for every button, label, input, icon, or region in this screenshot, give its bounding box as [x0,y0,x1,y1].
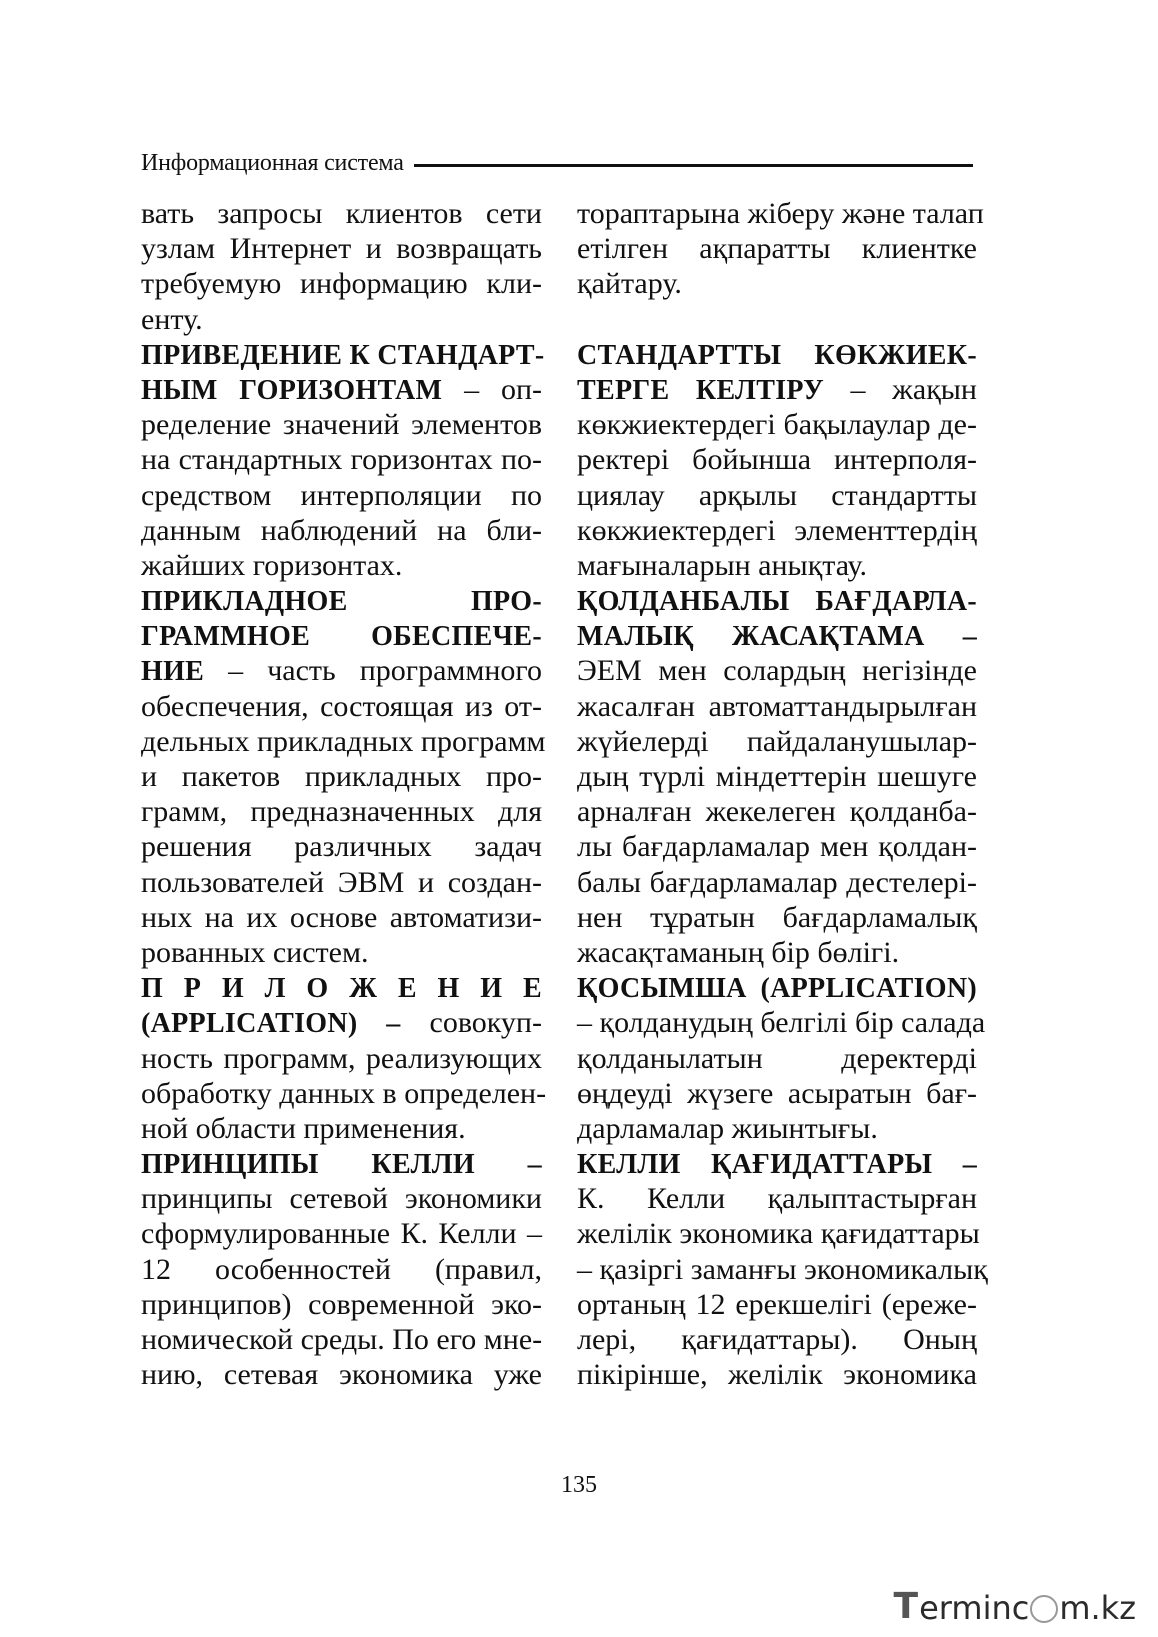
entry-definition: мағыналарын анықтау. [577,548,868,582]
entry-definition: жасалған автоматтандырылған [577,689,977,723]
entry-definition: балы бағдарламалар дестелері- [577,865,977,899]
entry-definition: нию, сетевая экономика уже [141,1358,542,1392]
entry-definition: средством интерполяции по [141,478,542,512]
entry-definition: и пакетов прикладных про- [141,760,542,793]
entry-definition: ортаның 12 ерекшелігі (ереже- [577,1287,977,1321]
entry-definition: ректері бойынша интерполя- [577,443,977,477]
entry-definition: пікірінше, желілік экономика [577,1358,977,1392]
entry-definition: – часть программного [204,654,542,688]
entry-definition: ЭЕМ мен солардың негізінде [577,654,977,688]
entry-term: НЫМ ГОРИЗОНТАМ [141,374,443,406]
continuation-line: узлам Интернет и возвращать [141,232,542,266]
entry-term: (APPLICATION) – [141,1008,401,1040]
page-number: 135 [561,1472,597,1498]
entry-term: МАЛЫҚ ЖАСАҚТАМА – [577,621,977,653]
entry-definition: сформулированные К. Келли – [141,1217,542,1251]
entry-definition: нен тұратын бағдарламалық [577,900,977,934]
glossary-entry [577,970,986,1146]
entry-definition: принципов) современной эко- [141,1287,542,1321]
entry-term: ҚОСЫМША (APPLICATION) [577,973,977,1005]
continuation-line: вать запросы клиентов сети [141,197,542,230]
entry-definition: қолданылатын деректерді [577,1041,977,1075]
entry-definition: – жақын [823,372,977,406]
entry-term: П Р И Л О Ж Е Н И Е [141,973,542,1005]
spacer [577,302,977,337]
entry-definition: дарламалар жиынтығы. [577,1111,878,1145]
glossary-entry [577,337,977,583]
entry-definition: данным наблюдений на бли- [141,513,542,547]
watermark-text: erminc [919,1589,1030,1627]
running-header [141,146,973,180]
entry-definition: принципы сетевой экономики [141,1182,542,1216]
glossary-entry [141,970,547,1146]
glossary-entry [577,1146,988,1392]
entry-definition: ределение значений элементов [141,408,542,442]
entry-term: НИЕ [141,656,205,688]
entry-term: ПРИВЕДЕНИЕ К СТАНДАРТ- [141,339,545,371]
entry-definition: көкжиектердегі элементтердің [577,513,977,547]
entry-definition: К. Келли қалыптастырған [577,1182,977,1216]
running-title: Информационная система [141,149,404,176]
entry-definition: лері, қағидаттары). Оның [577,1323,977,1356]
entry-term: ПРИНЦИПЫ КЕЛЛИ – [141,1149,542,1181]
magnifier-icon [1030,1595,1058,1623]
entry-definition: ной области применения. [141,1111,466,1145]
entry-definition: обработку данных в определен- [141,1076,547,1110]
glossary-entry [141,583,546,970]
entry-definition: обеспечения, состоящая из от- [141,689,542,723]
right-column [577,196,988,1392]
continuation-line: енту. [141,302,203,336]
glossary-entry [141,337,545,583]
watermark-logo [894,1586,1136,1627]
entry-definition: ность программ, реализующих [141,1041,542,1075]
glossary-entry [141,1146,542,1392]
entry-definition: пользователей ЭВМ и создан- [141,865,542,899]
continuation-line: требуемую информацию кли- [141,267,542,301]
left-column [141,196,547,1392]
entry-term: ҚОЛДАНБАЛЫ БАҒДАРЛА- [577,586,977,618]
entry-definition: ных на их основе автоматизи- [141,900,542,934]
entry-definition: циялау арқылы стандартты [577,478,977,512]
entry-definition: дельных прикладных программ [141,724,546,758]
entry-definition: жайших горизонтах. [141,548,403,582]
entry-definition: көкжиектердегі бақылаулар де- [577,408,977,442]
entry-definition: арналған жекелеген қолданба- [577,795,977,829]
entry-term: ПРИКЛАДНОЕ ПРО- [141,586,542,618]
continuation-line: тораптарына жіберу және талап [577,197,984,230]
entry-term: КЕЛЛИ ҚАҒИДАТТАРЫ – [577,1149,977,1181]
entry-definition: жасақтаманың бір бөлігі. [577,935,900,969]
continuation-line: қайтару. [577,267,682,301]
entry-definition: дың түрлі міндеттерін шешуге [577,760,977,793]
glossary-entry [577,583,977,970]
entry-definition: жүйелерді пайдаланушылар- [577,724,977,758]
entry-definition: өңдеуді жүзеге асыратын бағ- [577,1076,977,1110]
entry-definition: совокуп- [400,1006,542,1040]
entry-definition: – қазіргі заманғы экономикалық [577,1252,988,1286]
entry-definition: лы бағдарламалар мен қолдан- [577,830,977,864]
entry-term: ТЕРГЕ КЕЛТІРУ [577,374,824,406]
entry-definition: – қолданудың белгілі бір салада [577,1006,986,1040]
watermark-domain: m.kz [1059,1589,1136,1627]
entry-definition: номической среды. По его мне- [141,1323,543,1356]
entry-definition: на стандартных горизонтах по- [141,443,542,477]
entry-definition: – оп- [442,372,542,406]
entry-term: СТАНДАРТТЫ КӨКЖИЕК- [577,339,977,371]
entry-definition: решения различных задач [141,830,542,864]
entry-definition: рованных систем. [141,935,369,969]
header-rule [414,164,973,167]
entry-definition: грамм, предназначенных для [141,795,542,829]
entry-term: ГРАММНОЕ ОБЕСПЕЧЕ- [141,621,542,653]
watermark-initial: T [893,1586,919,1627]
entry-definition: 12 особенностей (правил, [141,1252,542,1286]
entry-definition: желілік экономика қағидаттары [577,1217,980,1251]
continuation-line: етілген ақпаратты клиентке [577,232,977,266]
